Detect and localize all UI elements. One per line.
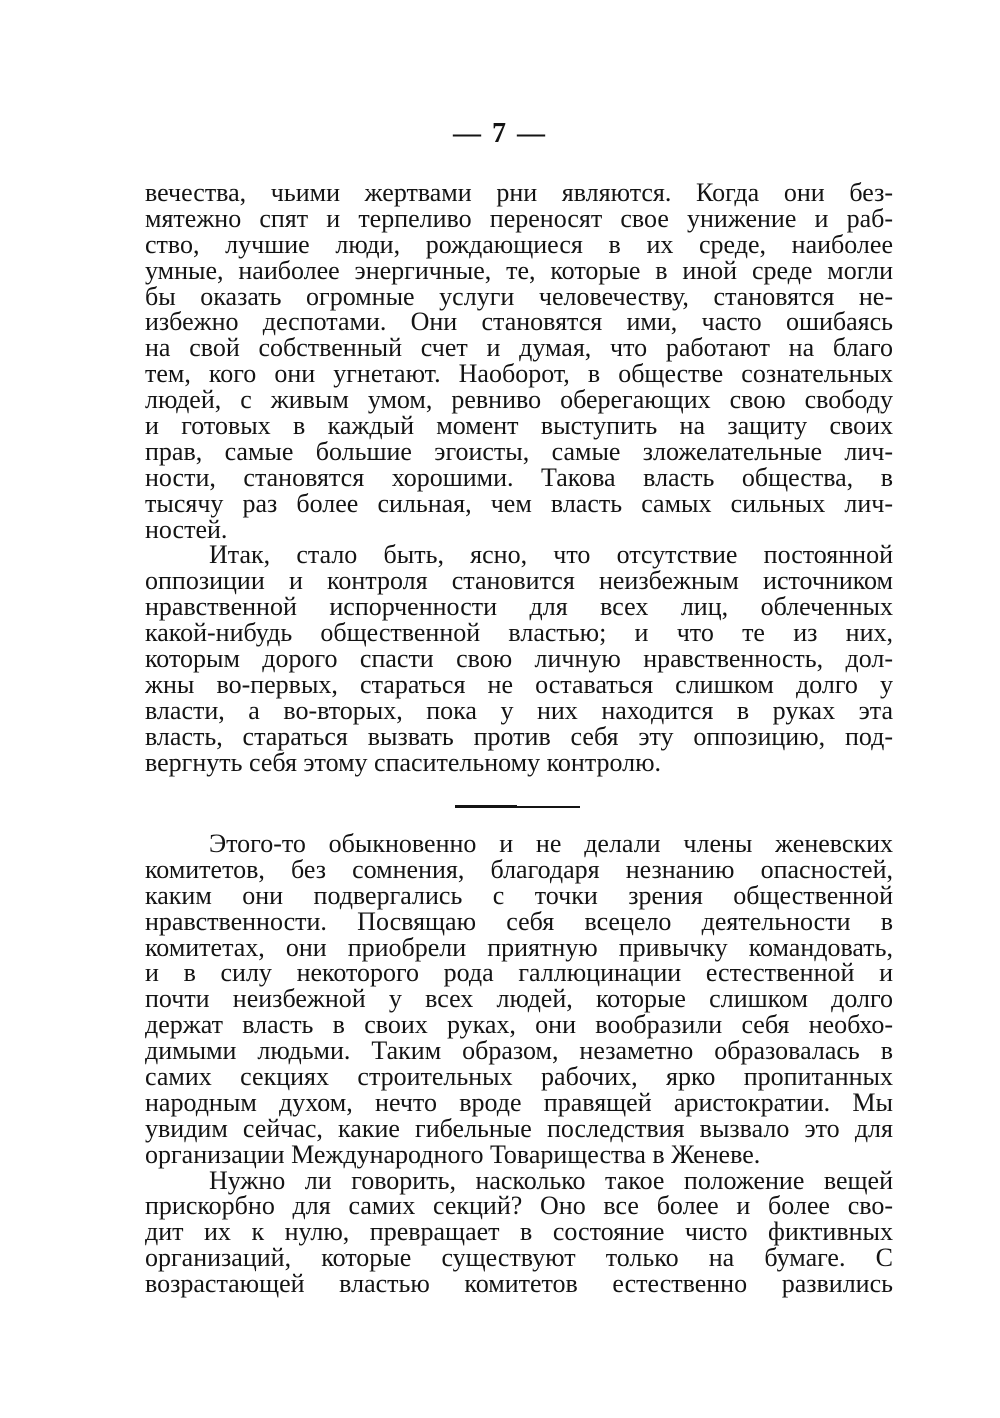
text-line: прав, самые большие эгоисты, самые зложелательные лич- — [145, 436, 893, 466]
text-line: димыми людьми. Таким образом, незаметно образовалась в — [145, 1036, 893, 1066]
text-line: власти, а во-вторых, пока у них находится в руках эта — [145, 695, 893, 725]
text-line: почти неизбежной у всех людей, которые слишком долго — [145, 984, 893, 1014]
text-line: дит их к нулю, превращает в состояние чисто фиктивных — [145, 1217, 893, 1247]
paragraph-block-2 — [145, 831, 893, 1297]
text-line: нравственности. Посвящаю себя всецело деятельности в — [145, 906, 893, 936]
text-line: власть, стараться вызвать против себя эту оппозицию, под- — [145, 721, 893, 751]
text-line: нравственной испорченности для всех лиц, облеченных — [145, 592, 893, 622]
paragraph-block-1 — [145, 180, 893, 775]
text-line: возрастающей властью комитетов естественно развились — [145, 1269, 893, 1299]
text-line: бы оказать огромные услуги человечеству, становятся не- — [145, 281, 893, 311]
text-line: комитетах, они приобрели приятную привычку командовать, — [145, 932, 893, 962]
text-line: комитетов, без сомнения, благодаря незнанию опасностей, — [145, 854, 893, 884]
text-line: организации Международного Товарищества в Женеве. — [145, 1139, 761, 1169]
text-line: ностей. — [145, 514, 228, 544]
page-number: — 7 — — [453, 118, 547, 149]
text-line: каким они подвергались с точки зрения общественной — [145, 880, 893, 910]
text-line: вечества, чьими жертвами рни являются. Когда они без- — [145, 178, 893, 207]
text-line: оппозиции и контроля становится неизбежным источником — [145, 566, 893, 596]
text-line: ности, становятся хорошими. Такова власть общества, в — [145, 462, 893, 492]
text-line: на свой собственный счет и думая, что работают на благо — [145, 333, 893, 363]
text-line: увидим сейчас, какие гибельные последствия вызвало это для — [145, 1113, 893, 1143]
text-line: тысячу раз более сильная, чем власть самых сильных лич- — [145, 488, 893, 518]
text-line: мятежно спят и терпеливо переносят свое унижение и раб- — [145, 203, 893, 233]
text-line: организаций, которые существуют только на бумаге. С — [145, 1243, 893, 1273]
separator-thick-segment — [455, 805, 517, 808]
text-line: людей, с живым умом, ревниво оберегающих свою свободу — [145, 385, 893, 415]
separator-thin-segment — [515, 806, 580, 808]
text-line: и в силу некоторого рода галлюцинации естественной и — [145, 958, 893, 988]
text-line: прискорбно для самих секций? Оно все более и более сво- — [145, 1191, 893, 1221]
text-line: тем, кого они угнетают. Наоборот, в обществе сознательных — [145, 359, 893, 389]
text-line: жны во-первых, стараться не оставаться слишком долго у — [145, 669, 893, 699]
text-line: Этого-то обыкновенно и не делали члены женевских — [209, 829, 893, 858]
text-line: какой-нибудь общественной властью; и что те из них, — [145, 618, 893, 648]
text-line: Итак, стало быть, ясно, что отсутствие постоянной — [209, 540, 893, 570]
text-line: вергнуть себя этому спасительному контролю. — [145, 747, 662, 777]
text-line: и готовых в каждый момент выступить на защиту своих — [145, 411, 893, 441]
text-line: самих секциях строительных рабочих, ярко пропитанных — [145, 1062, 893, 1092]
text-line: умные, наиболее энергичные, те, которые в иной среде могли — [145, 255, 893, 285]
text-line: ство, лучшие люди, рождающиеся в их среде, наиболее — [145, 229, 893, 259]
text-line: народным духом, нечто вроде правящей аристократии. Мы — [145, 1087, 893, 1117]
text-line: избежно деспотами. Они становятся ими, часто ошибаясь — [145, 307, 893, 337]
text-line: Нужно ли говорить, насколько такое положение вещей — [209, 1165, 893, 1195]
text-line: которым дорого спасти свою личную нравственность, дол- — [145, 644, 893, 674]
text-line: держат власть в своих руках, они вообразили себя необхо- — [145, 1010, 893, 1040]
